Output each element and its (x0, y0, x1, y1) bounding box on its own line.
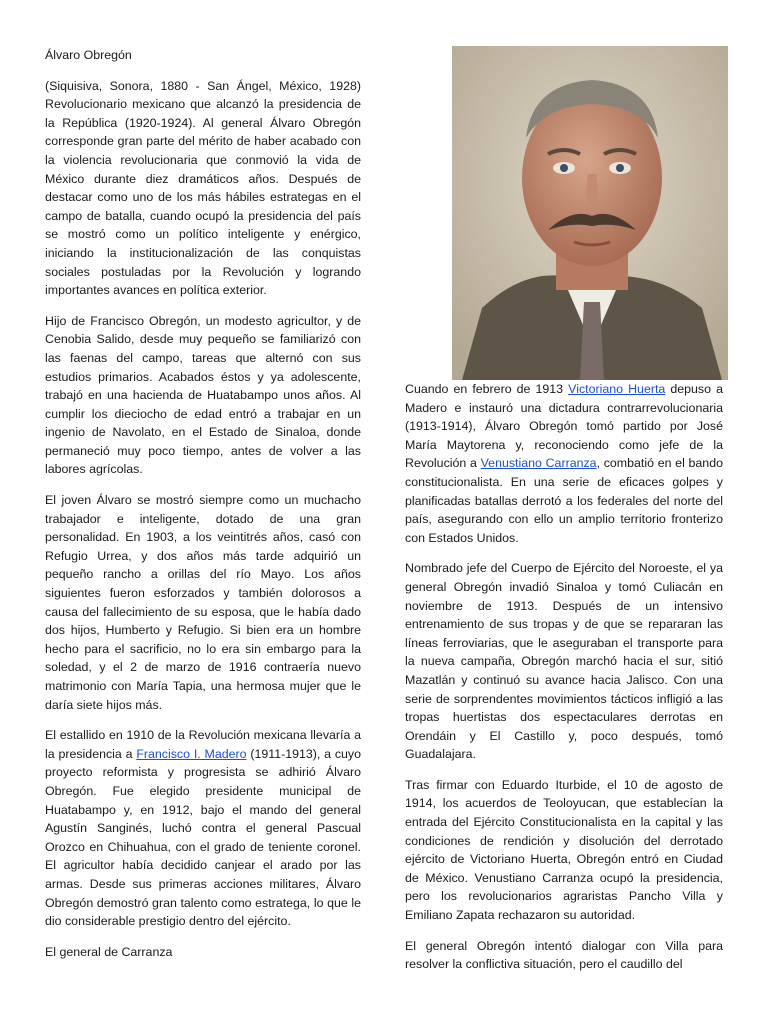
text-span: depuso a Madero e instauró una dictadura contrarrevolucionaria (1913-1914), Álvaro Obregón tomó partido por José María Maytorena y, reconociendo como jefe de la Revolución a (405, 382, 723, 471)
right-column (405, 380, 723, 986)
paragraph: (Siquisiva, Sonora, 1880 - San Ángel, México, 1928) Revolucionario mexicano que alcanzó la presidencia de la República (1920-1924). Al general Álvaro Obregón corresponde gran parte del mérito de haber acabado con la violencia revolucionaria que conmovió la vida de México durante diez dramáticos años. Después de destacar como uno de los más hábiles estrategas en el campo de batalla, cuando ocupó la presidencia del país se mostró como un político inteligente y enérgico, iniciando la institucionalización de las conquistas sociales postuladas por la Revolución y logrando importantes avances en política exterior. (45, 78, 361, 298)
section-heading: El general de Carranza (45, 944, 173, 959)
text-span: (1911-1913), a cuyo proyecto reformista y progresista se adhirió Álvaro Obregón. Fue elegido presidente municipal de Huatabampo y, en 1912, bajo el mando del general Agustín Sanginés, luchó contra el general Pascual Orozco en Chihuahua, con el grado de teniente coronel. El agricultor había decidido canjear el arado por las armas. Desde sus primeras acciones militares, Álvaro Obregón demostró gran talento como estratega, lo que le dio considerable prestigio dentro del ejército. (45, 746, 362, 929)
text-span: , combatió en el bando constitucionalista. En una serie de eficaces golpes y planificadas batallas derrotó a los federales del norte del país, asegurando con ello un amplio territorio fronterizo con Estados Unidos. (405, 456, 723, 545)
page-title: Álvaro Obregón (45, 48, 132, 62)
portrait-photo (452, 46, 728, 380)
link-francisco-madero[interactable]: Francisco I. Madero (136, 746, 247, 761)
link-venustiano-carranza[interactable]: Venustiano Carranza (480, 456, 597, 471)
paragraph: Hijo de Francisco Obregón, un modesto agricultor, y de Cenobia Salido, desde muy pequeño se familiarizó con las faenas del campo, tareas que alternó con sus estudios primarios. Acabados éstos y ya adolescente, trabajó en una hacienda de Huatabampo unos años. Al cumplir los dieciocho de edad entró a trabajar en un ingenio de Navolato, en el Estado de Sinaloa, donde permaneció muy poco tiempo, antes de volver a las labores agrícolas. (45, 313, 361, 477)
text-span: Cuando en febrero de 1913 (405, 382, 569, 396)
link-victoriano-huerta[interactable]: Victoriano Huerta (568, 382, 666, 396)
paragraph: Tras firmar con Eduardo Iturbide, el 10 de agosto de 1914, los acuerdos de Teoloyucan, que establecían la entrada del Ejército Constitucionalista en la capital y las condiciones de rendición y disolución del derrotado ejército de Victoriano Huerta, Obregón entró en Ciudad de México. Venustiano Carranza ocupó la presidencia, pero los revolucionarios agraristas Pancho Villa y Emiliano Zapata rechazaron su autoridad. (405, 777, 723, 923)
paragraph (45, 726, 361, 931)
paragraph (405, 380, 723, 547)
left-column (45, 46, 361, 973)
paragraph: Nombrado jefe del Cuerpo de Ejército del Noroeste, el ya general Obregón invadió Sinaloa y tomó Culiacán en noviembre de 1913. Después de un intensivo entrenamiento de sus tropas y de que se repararan las líneas ferroviarias, que le aseguraban el transporte para la nueva campaña, Obregón marchó hacia el sur, sitió Mazatlán y continuó su avance hacia Jalisco. Con una serie de sorprendentes movimientos tácticos infligió a las tropas huertistas dos espectaculares derrotas en Orendáin y El Castillo y, poco después, tomó Guadalajara. (405, 561, 723, 762)
paragraph: El joven Álvaro se mostró siempre como un muchacho trabajador e inteligente, dotado de una gran personalidad. En 1903, a los veintitrés años, casó con Refugio Urrea, y dos años más tarde adquirió un pequeño rancho a orillas del río Mayo. Los años siguientes fueron esforzados y también dolorosos a causa del fallecimiento de su esposa, que le había dado dos hijos, Humberto y Refugio. Si bien era un hombre hecho para el sacrificio, no lo era sin embargo para la soledad, y el 2 de marzo de 1916 contraería nuevo matrimonio con María Tapia, una hermosa mujer que le daría siete hijos más. (45, 493, 361, 712)
paragraph: El general Obregón intentó dialogar con Villa para resolver la conflictiva situación, pero el caudillo del (405, 938, 723, 972)
portrait-image (452, 46, 728, 380)
text-span: El estallido en 1910 de la Revolución mexicana llevaría a la presidencia a (45, 728, 361, 761)
